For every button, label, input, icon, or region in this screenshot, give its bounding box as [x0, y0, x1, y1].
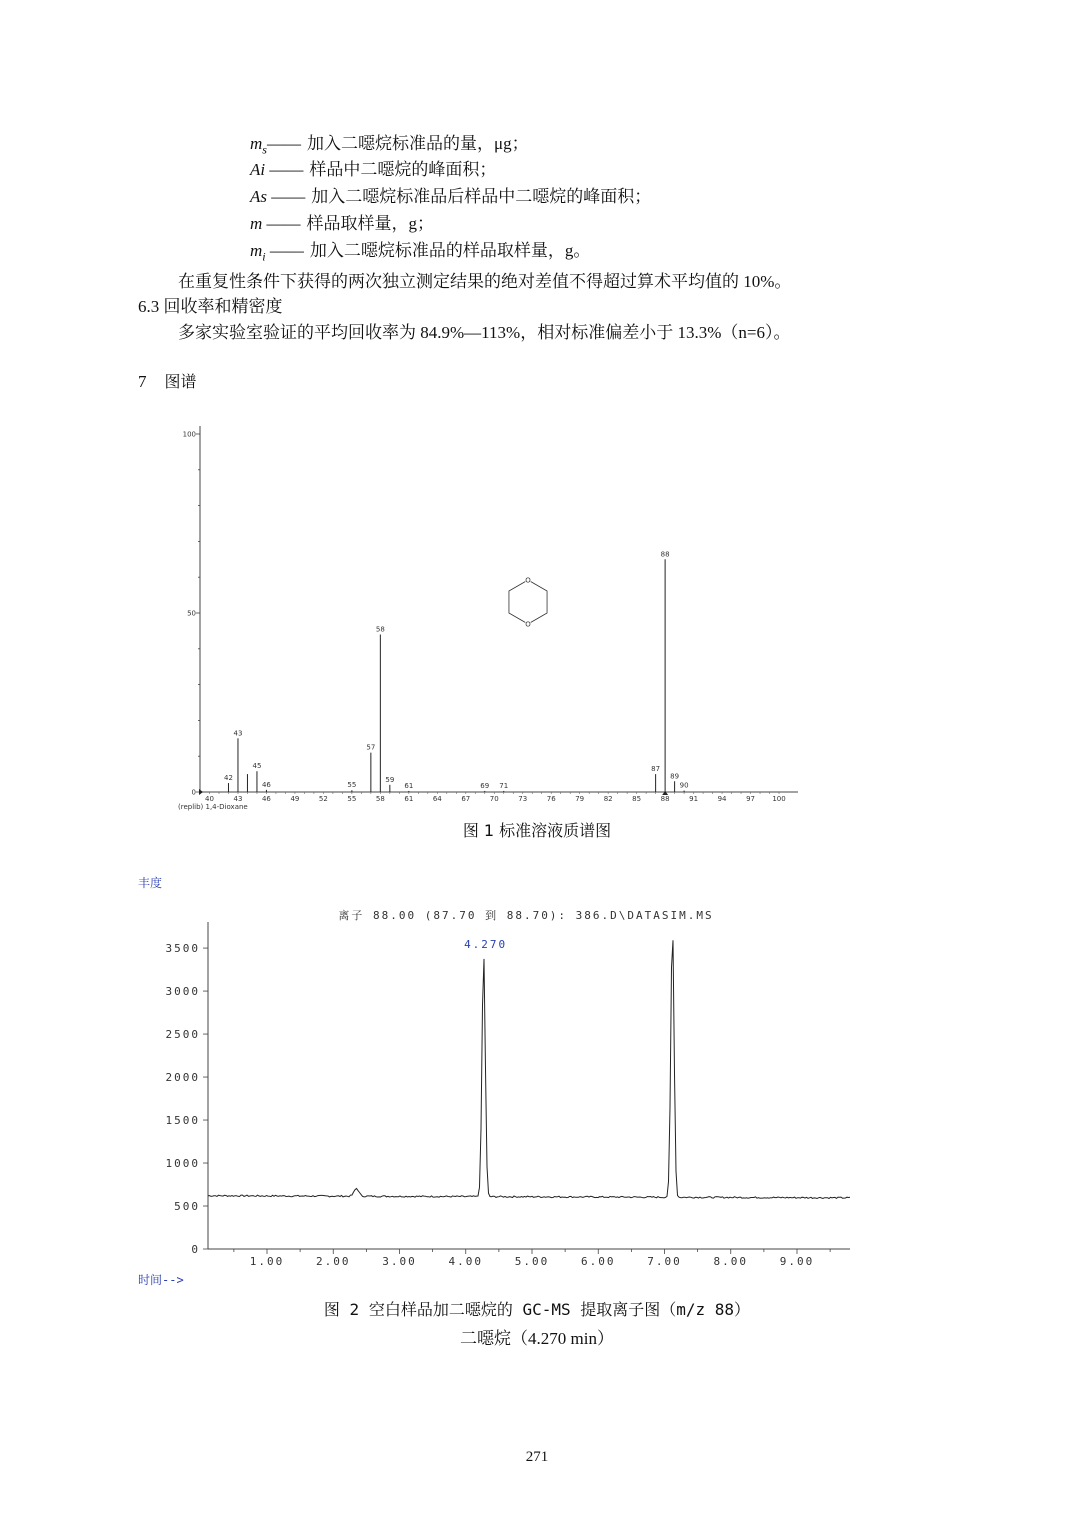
- fig1-x-tick-label: 79: [575, 795, 585, 803]
- fig1-caption: 图 1 标准溶液质谱图: [462, 821, 612, 840]
- fig1-x-tick-label: 43: [233, 795, 243, 803]
- repeatability-text: 在重复性条件下获得的两次独立测定结果的绝对差值不得超过算术平均值的 10%。: [178, 272, 792, 291]
- fig1-y-tick-label: 0: [191, 788, 196, 797]
- fig1-x-tick-label: 76: [546, 795, 556, 803]
- fig2-y-tick-label: 1500: [165, 1114, 200, 1128]
- fig2-ylabel: 丰度: [138, 876, 163, 890]
- fig1-peak-label: 71: [499, 781, 509, 790]
- fig2-x-tick-label: 9.00: [779, 1255, 815, 1268]
- section-6-3-number: 6.3: [138, 297, 160, 316]
- fig2-peak-label: 4.270: [464, 938, 508, 951]
- fig1-x-tick-label: 46: [261, 795, 271, 803]
- definition-symbol: m: [250, 214, 263, 233]
- definition-subscript: i: [262, 249, 266, 264]
- fig1-peak-label: 58: [375, 625, 385, 634]
- fig2-y-tick-label: 3500: [165, 942, 200, 956]
- fig2-x-tick-label: 7.00: [647, 1255, 682, 1268]
- fig1-x-tick-label: 58: [375, 795, 385, 803]
- fig2-x-tick-label: 5.00: [514, 1255, 550, 1268]
- fig2-x-tick-label: 6.00: [581, 1255, 616, 1268]
- fig1-peak-label: 88: [660, 550, 670, 559]
- fig1-footer: (replib) 1,4-Dioxane: [178, 803, 248, 811]
- fig1-y-tick-label: 50: [187, 609, 196, 618]
- definition-symbol: m: [250, 134, 263, 153]
- section-7-title: 图谱: [164, 372, 197, 391]
- fig1-x-tick-label: 40: [205, 795, 214, 803]
- section-7-number: 7: [138, 372, 147, 391]
- fig2-x-tick-label: 8.00: [713, 1255, 748, 1268]
- definition-dash: ——: [265, 160, 304, 179]
- page-number: 271: [525, 1449, 549, 1465]
- fig2-title: 离子 88.00 (87.70 到 88.70): 386.D\DATASIM.MS: [338, 909, 714, 922]
- fig1-x-tick-label: 73: [518, 795, 528, 803]
- fig1-peak-label: 59: [385, 775, 395, 784]
- fig1-x-tick-label: 70: [489, 795, 499, 803]
- fig1-peak-label: 45: [252, 762, 262, 771]
- fig2-x-tick-label: 4.00: [448, 1255, 483, 1268]
- oxygen-atom-label: O: [525, 620, 531, 629]
- definition-dash: ——: [267, 187, 306, 206]
- oxygen-atom-label: O: [525, 576, 531, 585]
- definition-dash: ——: [262, 214, 301, 233]
- fig2-subcaption: 二噁烷（4.270 min）: [460, 1329, 614, 1348]
- fig2-x-tick-label: 1.00: [249, 1255, 285, 1268]
- definition-symbol: Ai: [250, 160, 266, 179]
- fig1-x-tick-label: 64: [432, 795, 442, 803]
- fig1-x-tick-label: 61: [404, 795, 414, 803]
- section-6-3-text: 多家实验室验证的平均回收率为 84.9%—113%，相对标准偏差小于 13.3%（n=6）。: [178, 323, 791, 342]
- fig1-x-tick-label: 82: [603, 795, 613, 803]
- fig1-peak-label: 87: [651, 765, 661, 774]
- fig1-peak-label: 69: [480, 781, 490, 790]
- fig1-peak-label: 46: [261, 780, 271, 789]
- fig2-x-tick-label: 2.00: [316, 1255, 351, 1268]
- fig2-x-tick-label: 3.00: [382, 1255, 417, 1268]
- fig1-peak-label: 55: [347, 781, 357, 790]
- fig1-peak-label: 89: [670, 772, 680, 781]
- definition-dash: ——: [266, 134, 301, 153]
- fig2-y-tick-label: 0: [191, 1243, 200, 1256]
- fig1-x-tick-label: 97: [746, 795, 756, 803]
- fig1-y-tick-label: 100: [182, 430, 196, 439]
- fig2-xlabel: 时间-->: [138, 1273, 184, 1287]
- fig1-x-tick-label: 88: [660, 795, 670, 803]
- fig1-peak-label: 57: [366, 743, 376, 752]
- fig1-x-tick-label: 91: [689, 795, 699, 803]
- fig1-x-tick-label: 85: [632, 795, 642, 803]
- fig1-peak-label: 90: [679, 781, 689, 790]
- fig2-caption: 图 2 空白样品加二噁烷的 GC-MS 提取离子图（m/z 88）: [323, 1300, 751, 1319]
- definition-text: 加入二噁烷标准品的样品取样量，g。: [309, 241, 591, 260]
- fig2-y-tick-label: 2500: [165, 1028, 200, 1042]
- fig2-y-tick-label: 2000: [165, 1071, 200, 1085]
- definition-text: 样品取样量，g；: [306, 214, 435, 233]
- fig1-peak-label: 42: [224, 774, 233, 783]
- fig1-x-tick-label: 94: [717, 795, 727, 803]
- definition-symbol: m: [250, 241, 263, 260]
- definition-subscript: s: [262, 142, 267, 157]
- definition-symbol: As: [250, 187, 267, 206]
- fig1-x-tick-label: 49: [290, 795, 300, 803]
- fig1-x-tick-label: 52: [318, 795, 328, 803]
- fig1-peak-label: 43: [233, 729, 243, 738]
- fig2-y-tick-label: 1000: [165, 1157, 200, 1171]
- chromatogram-trace: [208, 940, 850, 1198]
- fig1-x-tick-label: 67: [461, 795, 471, 803]
- definition-text: 加入二噁烷标准品后样品中二噁烷的峰面积；: [311, 187, 652, 206]
- section-6-3-title: 回收率和精密度: [163, 297, 283, 316]
- fig1-x-tick-label: 100: [772, 795, 786, 803]
- fig2-y-tick-label: 500: [174, 1200, 200, 1214]
- fig2-y-tick-label: 3000: [165, 985, 200, 999]
- fig1-peak-label: 61: [404, 781, 414, 790]
- definition-text: 加入二噁烷标准品的量，μg；: [306, 134, 529, 153]
- definition-dash: ——: [265, 241, 304, 260]
- fig1-x-tick-label: 55: [347, 795, 357, 803]
- definition-text: 样品中二噁烷的峰面积；: [309, 160, 497, 179]
